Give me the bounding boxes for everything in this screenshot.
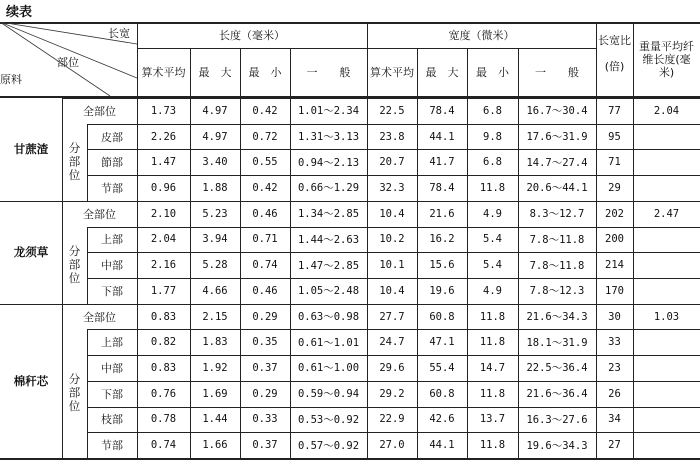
table-cell: 2.26 <box>150 130 177 143</box>
table-cell: 78.4 <box>429 104 455 117</box>
table-cell: 21.6～36.4 <box>526 388 588 401</box>
col-line <box>596 201 597 304</box>
table-cell: 32.3 <box>379 181 405 194</box>
table-cell: 0.63～0.98 <box>297 311 360 324</box>
table-cell: 5.4 <box>483 259 502 272</box>
col-line <box>633 201 634 304</box>
corner-diagonal-line <box>0 22 137 78</box>
col-line <box>87 124 88 201</box>
col-line <box>190 304 191 458</box>
table-cell: 7.8～11.8 <box>529 259 585 272</box>
table-cell: 34 <box>608 413 621 426</box>
table-cell: 22.9 <box>379 413 405 426</box>
part-label: 中部 <box>101 259 123 273</box>
row-line <box>87 124 700 125</box>
row-line <box>87 175 700 176</box>
table-cell: 0.29 <box>252 387 278 400</box>
header-col-line <box>190 48 191 96</box>
table-cell: 60.8 <box>429 387 455 400</box>
table-cell: 0.37 <box>252 439 278 452</box>
corner-label-top: 长宽 <box>108 27 130 40</box>
table-cell: 1.77 <box>150 284 177 297</box>
table-cell: 22.5 <box>379 104 405 117</box>
table-cell: 0.82 <box>150 336 177 349</box>
col-line <box>87 329 88 458</box>
sub-header: 最 小 <box>476 66 509 79</box>
table-cell: 0.71 <box>252 233 278 246</box>
table-cell: 42.6 <box>429 413 455 426</box>
table-cell: 1.66 <box>202 439 228 452</box>
table-cell: 0.46 <box>252 207 278 220</box>
col-line <box>62 98 63 201</box>
table-cell: 202 <box>605 207 624 220</box>
header-col-line <box>240 48 241 96</box>
part-label: 上部 <box>101 336 123 350</box>
table-cell: 14.7～27.4 <box>526 156 588 169</box>
col-line <box>290 201 291 304</box>
table-cell: 0.53～0.92 <box>297 413 360 426</box>
table-cell: 95 <box>608 130 621 143</box>
table-cell: 16.2 <box>429 233 455 246</box>
table-cell: 4.9 <box>483 207 502 220</box>
table-cell: 3.94 <box>202 233 228 246</box>
sub-header: 一 般 <box>306 66 351 79</box>
table-cell: 0.66～1.29 <box>297 182 360 195</box>
row-line <box>62 304 700 305</box>
col-line <box>240 98 241 201</box>
corner-label-left: 原料 <box>0 73 22 86</box>
col-line <box>240 201 241 304</box>
table-cell: 0.61～1.01 <box>297 336 360 349</box>
col-line <box>87 227 88 304</box>
table-cell: 20.6～44.1 <box>526 182 588 195</box>
table-cell: 3.40 <box>202 156 228 169</box>
table-cell: 1.69 <box>202 387 228 400</box>
sub-header: 一 般 <box>535 66 579 79</box>
ratio-header: 长宽比 <box>598 34 631 47</box>
col-line <box>518 201 519 304</box>
part-label: 上部 <box>101 233 123 247</box>
table-cell: 1.05～2.48 <box>297 285 360 298</box>
table-cell: 47.1 <box>429 336 455 349</box>
table-cell: 10.4 <box>379 284 405 297</box>
table-cell: 0.83 <box>150 310 177 323</box>
table-cell: 19.6 <box>429 284 455 297</box>
table-cell: 1.31～3.13 <box>297 131 360 144</box>
header-col-line <box>367 22 368 96</box>
col-line <box>137 304 138 458</box>
header-col-line <box>467 48 468 96</box>
table-cell: 170 <box>605 284 624 297</box>
table-cell: 55.4 <box>429 361 455 374</box>
col-line <box>417 98 418 201</box>
col-line <box>367 98 368 201</box>
table-cell: 27.0 <box>379 439 405 452</box>
sub-header: 最 大 <box>425 66 459 79</box>
col-line <box>467 201 468 304</box>
part-label: 下部 <box>101 284 123 298</box>
table-cell: 27.7 <box>379 310 405 323</box>
part-label: 下部 <box>101 387 123 401</box>
table-cell: 0.96 <box>150 181 177 194</box>
header-col-line <box>290 48 291 96</box>
table-cell: 78.4 <box>429 181 455 194</box>
row-line <box>87 407 700 408</box>
col-line <box>367 304 368 458</box>
table-cell: 10.2 <box>379 233 405 246</box>
table-cell: 30 <box>608 310 621 323</box>
table-cell: 18.1～31.9 <box>526 336 588 349</box>
table-cell: 4.97 <box>202 130 228 143</box>
header-col-line <box>518 48 519 96</box>
part-label: 全部位 <box>83 104 116 118</box>
table-cell: 200 <box>605 233 624 246</box>
table-cell: 0.74 <box>150 439 177 452</box>
part-label: 枝部 <box>101 413 123 427</box>
weight-cell: 1.03 <box>653 310 680 323</box>
table-cell: 44.1 <box>429 130 455 143</box>
col-line <box>633 98 634 201</box>
table-cell: 11.8 <box>479 310 506 323</box>
table-cell: 7.8～12.3 <box>529 285 585 298</box>
table-cell: 1.92 <box>202 361 228 374</box>
table-cell: 1.73 <box>150 104 177 117</box>
table-cell: 0.94～2.13 <box>297 156 360 169</box>
row-line <box>87 227 700 228</box>
table-cell: 23.8 <box>379 130 405 143</box>
sub-part-label: 分部位 <box>67 142 82 183</box>
table-cell: 0.78 <box>150 413 177 426</box>
table-cell: 2.16 <box>150 259 177 272</box>
table-cell: 29 <box>608 181 621 194</box>
table-cell: 0.42 <box>252 181 278 194</box>
sub-header: 最 小 <box>248 66 282 79</box>
table-cell: 21.6 <box>429 207 455 220</box>
table-cell: 10.1 <box>379 259 405 272</box>
row-line <box>87 355 700 356</box>
table-cell: 13.7 <box>479 413 506 426</box>
part-label: 節部 <box>101 156 123 170</box>
col-line <box>240 304 241 458</box>
sub-header: 算术平均 <box>370 66 414 79</box>
sub-header: 最 大 <box>198 66 232 79</box>
table-cell: 2.10 <box>150 207 177 220</box>
table-cell: 0.33 <box>252 413 278 426</box>
table-cell: 6.8 <box>483 156 502 169</box>
ratio-unit-header: (倍) <box>604 60 625 73</box>
table-cell: 17.6～31.9 <box>526 131 588 144</box>
table-cell: 8.3～12.7 <box>529 208 585 221</box>
col-line <box>633 304 634 458</box>
table-cell: 1.47 <box>150 156 177 169</box>
table-cell: 16.7～30.4 <box>526 105 588 118</box>
col-line <box>190 201 191 304</box>
table-cell: 27 <box>608 439 621 452</box>
table-cell: 5.28 <box>202 259 228 272</box>
table-cell: 20.7 <box>379 156 405 169</box>
table-cell: 0.57～0.92 <box>297 439 360 452</box>
table-cell: 9.8 <box>483 130 502 143</box>
table-cell: 60.8 <box>429 310 455 323</box>
table-cell: 29.6 <box>379 361 405 374</box>
table-cell: 44.1 <box>429 439 455 452</box>
table-cell: 11.8 <box>479 181 506 194</box>
table-cell: 0.46 <box>252 284 278 297</box>
col-line <box>417 304 418 458</box>
table-cell: 71 <box>608 156 621 169</box>
table-cell: 1.34～2.85 <box>297 208 360 221</box>
table-cell: 23 <box>608 361 621 374</box>
table-cell: 0.55 <box>252 156 278 169</box>
table-cell: 1.01～2.34 <box>297 105 360 118</box>
table-cell: 4.97 <box>202 104 228 117</box>
row-line <box>87 252 700 253</box>
table-cell: 11.8 <box>479 439 506 452</box>
table-cell: 11.8 <box>479 387 506 400</box>
table-cell: 0.29 <box>252 310 278 323</box>
sub-header: 算术平均 <box>141 66 186 79</box>
table-cell: 4.9 <box>483 284 502 297</box>
table-cell: 24.7 <box>379 336 405 349</box>
table-cell: 1.44 <box>202 413 228 426</box>
row-line <box>87 278 700 279</box>
table-cell: 77 <box>608 104 621 117</box>
table-cell: 0.42 <box>252 104 278 117</box>
part-label: 皮部 <box>101 130 123 144</box>
table-cell: 4.66 <box>202 284 228 297</box>
col-line <box>62 201 63 304</box>
material-label: 龙须草 <box>13 245 49 260</box>
table-cell: 26 <box>608 387 621 400</box>
table-cell: 2.04 <box>150 233 177 246</box>
length-group-header: 长度（毫米） <box>219 29 285 42</box>
part-label: 全部位 <box>83 207 116 221</box>
table-title: 续表 <box>6 5 33 20</box>
table-cell: 15.6 <box>429 259 455 272</box>
table-cell: 1.47～2.85 <box>297 259 360 272</box>
table-cell: 6.8 <box>483 104 502 117</box>
fiber-data-table <box>0 22 700 458</box>
table-cell: 29.2 <box>379 387 405 400</box>
table-cell: 0.59～0.94 <box>297 388 360 401</box>
width-group-header: 宽度（微米） <box>448 29 515 42</box>
table-cell: 0.83 <box>150 361 177 374</box>
col-line <box>190 98 191 201</box>
weight-cell: 2.47 <box>653 207 680 220</box>
col-line <box>137 98 138 201</box>
row-line <box>62 98 700 99</box>
table-cell: 0.61～1.00 <box>297 362 360 375</box>
col-line <box>518 98 519 201</box>
corner-diagonals <box>0 22 137 96</box>
table-cell: 1.83 <box>202 336 228 349</box>
weight-cell: 2.04 <box>653 104 680 117</box>
part-label: 全部位 <box>83 310 116 324</box>
corner-label-mid: 部位 <box>57 56 79 69</box>
sub-part-label: 分部位 <box>67 373 82 414</box>
row-line <box>87 432 700 433</box>
col-line <box>290 304 291 458</box>
table-cell: 214 <box>605 259 624 272</box>
part-label: 节部 <box>101 439 123 453</box>
part-label: 节部 <box>101 181 123 195</box>
table-cell: 0.76 <box>150 387 177 400</box>
part-label: 中部 <box>101 361 123 375</box>
table-cell: 14.7 <box>479 361 506 374</box>
row-line <box>87 381 700 382</box>
col-line <box>467 304 468 458</box>
table-cell: 2.15 <box>202 310 228 323</box>
table-cell: 22.5～36.4 <box>526 362 588 375</box>
table-cell: 41.7 <box>429 156 455 169</box>
table-cell: 5.4 <box>483 233 502 246</box>
row-line <box>87 149 700 150</box>
header-col-line <box>417 48 418 96</box>
corner-diagonal-line <box>0 22 110 96</box>
sub-part-label: 分部位 <box>67 244 82 286</box>
col-line <box>596 98 597 201</box>
table-cell: 21.6～34.3 <box>526 311 588 324</box>
table-cell: 1.44～2.63 <box>297 233 360 246</box>
table-cell: 16.3～27.6 <box>526 413 588 426</box>
table-cell: 11.8 <box>479 336 506 349</box>
material-label: 棉秆芯 <box>13 373 49 388</box>
row-line <box>87 329 700 330</box>
table-cell: 7.8～11.8 <box>529 233 585 246</box>
header-col-line <box>137 22 138 96</box>
col-line <box>467 98 468 201</box>
header-col-line <box>596 22 597 96</box>
table-cell: 0.74 <box>252 259 278 272</box>
material-label: 甘蔗渣 <box>13 142 49 157</box>
table-cell: 0.35 <box>252 336 278 349</box>
col-line <box>596 304 597 458</box>
table-cell: 5.23 <box>202 207 228 220</box>
row-line <box>62 201 700 202</box>
col-line <box>367 201 368 304</box>
table-cell: 33 <box>608 336 621 349</box>
header-col-line <box>633 22 634 96</box>
table-cell: 0.37 <box>252 361 278 374</box>
table-cell: 19.6～34.3 <box>526 439 588 452</box>
col-line <box>290 98 291 201</box>
corner-diagonal-line <box>0 22 137 44</box>
col-line <box>518 304 519 458</box>
table-cell: 10.4 <box>379 207 405 220</box>
weight-header: 重量平均纤维长度(毫米) <box>639 39 694 79</box>
col-line <box>137 201 138 304</box>
table-cell: 0.72 <box>252 130 278 143</box>
table-cell: 1.88 <box>202 181 228 194</box>
col-line <box>62 304 63 458</box>
col-line <box>417 201 418 304</box>
